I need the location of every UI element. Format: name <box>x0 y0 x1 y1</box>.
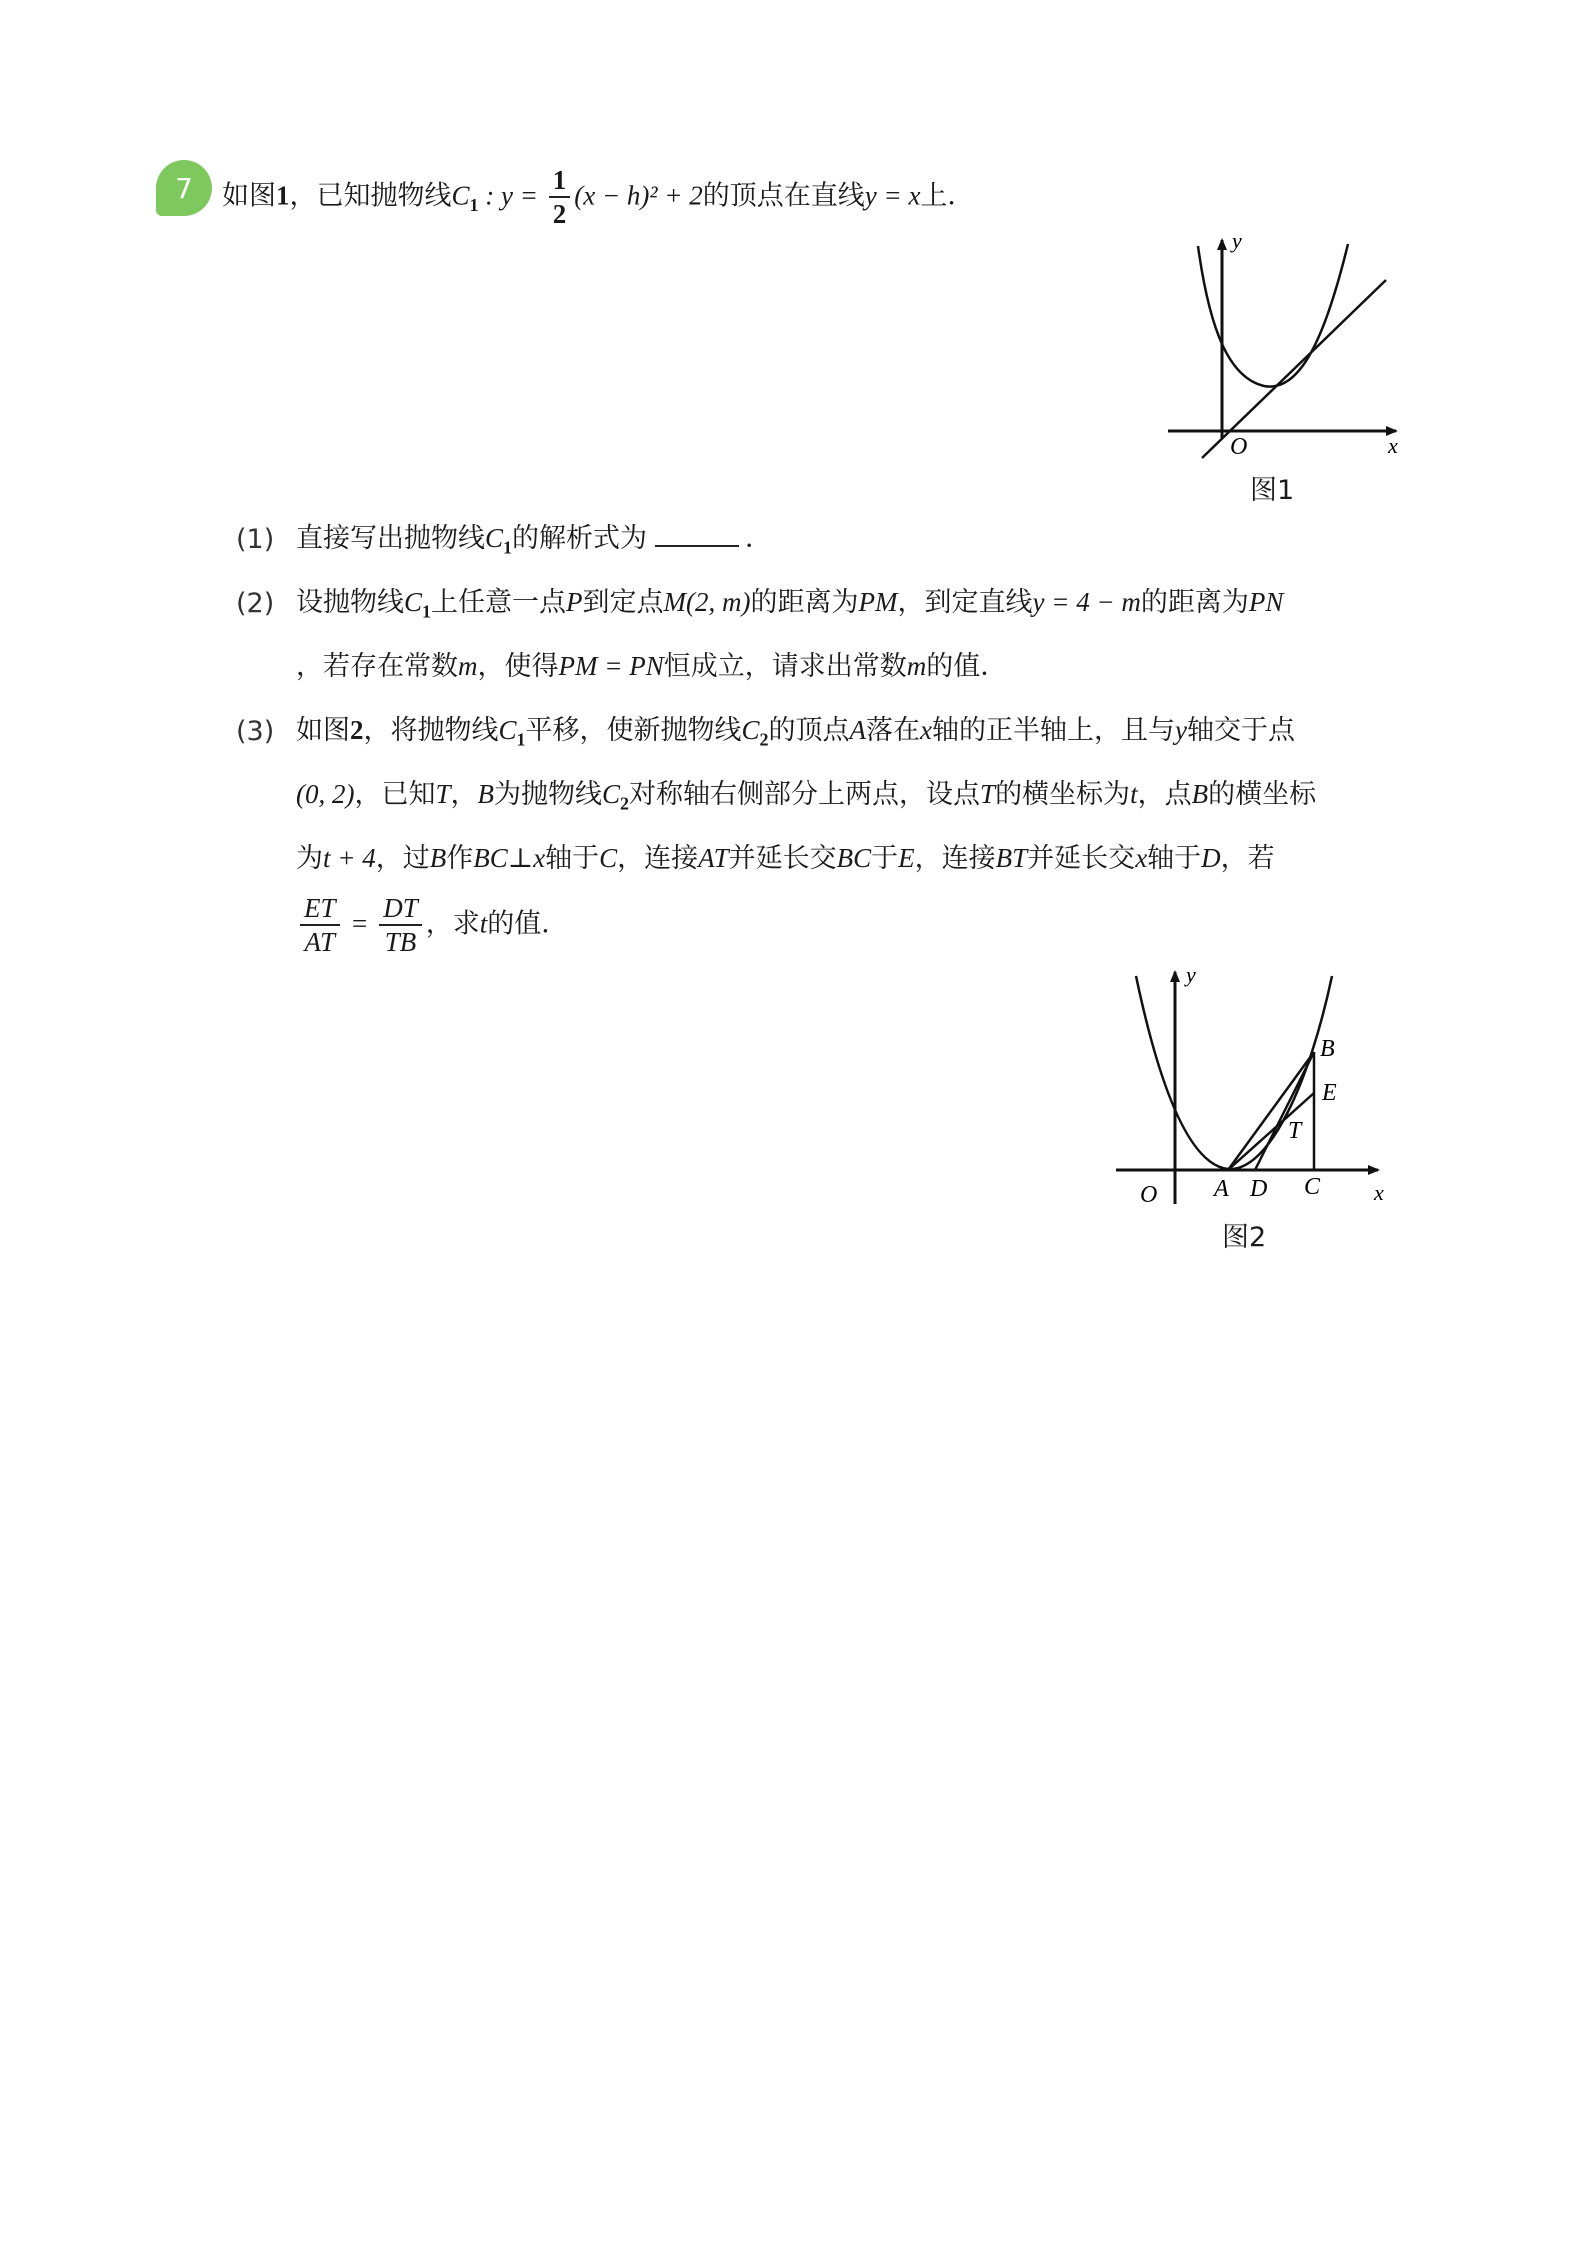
fig2-label-C: C <box>1304 1174 1321 1200</box>
q2-p: P <box>566 587 583 617</box>
q3-D: D <box>1201 843 1221 873</box>
q3-l3-x: x <box>1135 843 1148 873</box>
fig2-label-y: y <box>1186 962 1196 987</box>
q3-point-02: (0, 2) <box>296 779 355 809</box>
fig1-label-x: x <box>1388 433 1398 458</box>
q3-l3-e: ，连接 <box>617 843 699 874</box>
q3-fraction-et-at <box>300 892 340 958</box>
q3-f2-top: DT <box>379 892 422 926</box>
q3-l3-j: 轴于 <box>1147 843 1202 874</box>
q2-line-2 <box>296 646 1007 687</box>
q1-index: (1) <box>236 524 275 555</box>
fig2-label-x: x <box>1374 1180 1384 1205</box>
q3-l3-k: ，若 <box>1220 843 1275 874</box>
fig2-label-D: D <box>1250 1176 1268 1202</box>
q1-text-a: 直接写出抛物线 <box>296 523 485 554</box>
intro-expression: (x − h)² + 2 <box>574 180 703 211</box>
q2-m2: m <box>906 651 927 681</box>
intro-text-3: 的顶点在直线 <box>702 180 865 212</box>
q1-c: C <box>485 523 504 553</box>
q3-line-1 <box>296 710 1295 759</box>
q2-c-sub: 1 <box>422 601 432 622</box>
problem-number-badge <box>156 160 212 216</box>
q3-BC-perp: BC⊥x <box>473 843 546 873</box>
fig2-segment-AB <box>1228 1052 1314 1170</box>
problem-number: 7 <box>175 171 193 205</box>
q2-t10: 的值． <box>926 651 1008 682</box>
q3-fig-ref: 2 <box>350 715 364 745</box>
q2-t8: ，使得 <box>477 651 559 682</box>
q2-c: C <box>404 587 423 617</box>
q2-m: m <box>458 651 478 681</box>
q3-x: x <box>920 715 933 745</box>
q3-fraction-dt-tb <box>379 892 422 958</box>
q2-t1: 设抛物线 <box>296 587 404 618</box>
intro-frac-top: 1 <box>549 164 571 198</box>
figure-1 <box>1160 228 1420 460</box>
q3-B2: B <box>1191 779 1209 809</box>
fig2-label-B: B <box>1320 1036 1335 1062</box>
fig1-label-y: y <box>1232 228 1242 253</box>
q3-l4-t: t <box>479 908 488 939</box>
q1-answer-blank[interactable] <box>655 519 739 547</box>
q2-index: (2) <box>236 588 275 619</box>
q3-l1-c: 平移，使新抛物线 <box>525 715 742 746</box>
figure-1-caption: 图1 <box>1250 475 1295 506</box>
q3-c2: C <box>741 715 760 745</box>
fig2-segment-BD <box>1255 1052 1314 1170</box>
q2-t9: 恒成立，请求出常数 <box>663 651 907 682</box>
intro-fraction <box>549 164 571 230</box>
q2-pn: PN <box>1248 587 1284 617</box>
q3-l3-d: 轴于 <box>545 843 600 874</box>
q3-l1-f: 轴的正半轴上，且与 <box>932 715 1176 746</box>
q3-l3-a: 为 <box>296 843 323 874</box>
q3-l3-i: 并延长交 <box>1027 843 1136 874</box>
q3-T2: T <box>980 779 996 809</box>
problem-intro <box>222 164 974 230</box>
q3-l1-g: 轴交于点 <box>1187 715 1295 746</box>
q3-l3-g: 于 <box>871 843 899 874</box>
q3-l2-g: 的横坐标 <box>1208 779 1317 810</box>
q3-l1-a: 如图 <box>296 715 350 746</box>
q3-l2-c: 为抛物线 <box>494 779 603 810</box>
q3-C: C <box>599 843 618 873</box>
q3-equals: = <box>343 908 376 939</box>
q3-l1-e: 落在 <box>866 715 921 746</box>
q2-t3: 到定点 <box>582 587 664 618</box>
q3-l2-a: ，已知 <box>354 779 436 810</box>
q3-l3-f: 并延长交 <box>728 843 837 874</box>
q3-c1: C <box>498 715 517 745</box>
q2-eq: PM = PN <box>558 651 664 681</box>
q2-t2: 上任意一点 <box>431 587 567 618</box>
q3-l3-h: ，连接 <box>914 843 996 874</box>
q3-A: A <box>849 715 867 745</box>
fig1-label-origin: O <box>1230 434 1248 460</box>
q3-line-4 <box>296 892 568 958</box>
intro-figure-ref: 1 <box>276 180 290 211</box>
q3-T: T <box>435 779 451 809</box>
q1-c-sub: 1 <box>503 537 513 558</box>
intro-c1-sub: 1 <box>469 194 479 215</box>
q2-pm: PM <box>858 587 898 617</box>
q3-f2-bottom: TB <box>384 927 417 957</box>
q3-AT: AT <box>698 843 729 873</box>
q3-B: B <box>477 779 495 809</box>
q3-l2-f: ，点 <box>1137 779 1192 810</box>
q3-l1-b: ，将抛物线 <box>363 715 499 746</box>
q2-t6: 的距离为 <box>1140 587 1249 618</box>
q3-c2-sub: 2 <box>759 729 769 750</box>
q2-t4: 的距离为 <box>750 587 859 618</box>
intro-end: 上． <box>920 180 975 212</box>
q3-BT: BT <box>995 843 1028 873</box>
q3-l4-a: ，求 <box>425 908 480 940</box>
q3-BC: BC <box>836 843 872 873</box>
q3-l2-d: 对称轴右侧部分上两点，设点 <box>629 779 981 810</box>
intro-frac-bottom: 2 <box>552 199 567 229</box>
q3-l2-e: 的横坐标为 <box>995 779 1131 810</box>
intro-c1: C <box>451 180 470 211</box>
q3-y: y <box>1175 715 1187 745</box>
q3-line-3 <box>296 838 1275 879</box>
intro-colon: : y = <box>478 180 545 211</box>
fig2-label-T: T <box>1288 1118 1302 1144</box>
q3-f1-bottom: AT <box>304 927 336 957</box>
q2-line-1 <box>296 582 1283 631</box>
q3-t: t <box>1130 779 1138 809</box>
intro-text-2: ，已知抛物线 <box>289 180 452 212</box>
q3-l2-c2-sub: 2 <box>620 793 630 814</box>
q3-l2-c2: C <box>602 779 621 809</box>
q3-f1-top: ET <box>300 892 340 926</box>
q3-line-2 <box>296 774 1316 823</box>
q3-l4-b: 的值． <box>487 908 569 940</box>
figure-2-caption: 图2 <box>1222 1222 1267 1253</box>
intro-text: 如图 <box>222 180 276 212</box>
fig2-label-E: E <box>1322 1080 1337 1106</box>
q3-c1-sub: 1 <box>516 729 526 750</box>
fig2-label-origin: O <box>1140 1182 1158 1208</box>
figure-2 <box>1110 960 1400 1210</box>
q2-t5: ，到定直线 <box>897 587 1033 618</box>
q3-l3-b: ，过 <box>375 843 430 874</box>
q3-l2-b: ， <box>450 779 478 810</box>
q3-t-plus-4: t + 4 <box>323 843 376 873</box>
q1-text-b: 的解析式为 <box>512 523 648 554</box>
q2-t7: ，若存在常数 <box>296 651 458 682</box>
q2-line-eq: y = 4 − m <box>1032 587 1141 617</box>
q3-E: E <box>898 843 915 873</box>
q3-l3-B: B <box>429 843 447 873</box>
q3-l1-d: 的顶点 <box>768 715 850 746</box>
q1-text <box>296 518 772 567</box>
intro-line-eq: y = x <box>864 180 921 211</box>
q1-end: ． <box>745 523 773 554</box>
fig2-label-A: A <box>1214 1176 1229 1202</box>
fig1-parabola <box>1195 246 1260 430</box>
q3-l3-c: 作 <box>446 843 474 874</box>
q3-index: (3) <box>236 716 275 747</box>
q2-m-point: M(2, m) <box>663 587 751 617</box>
